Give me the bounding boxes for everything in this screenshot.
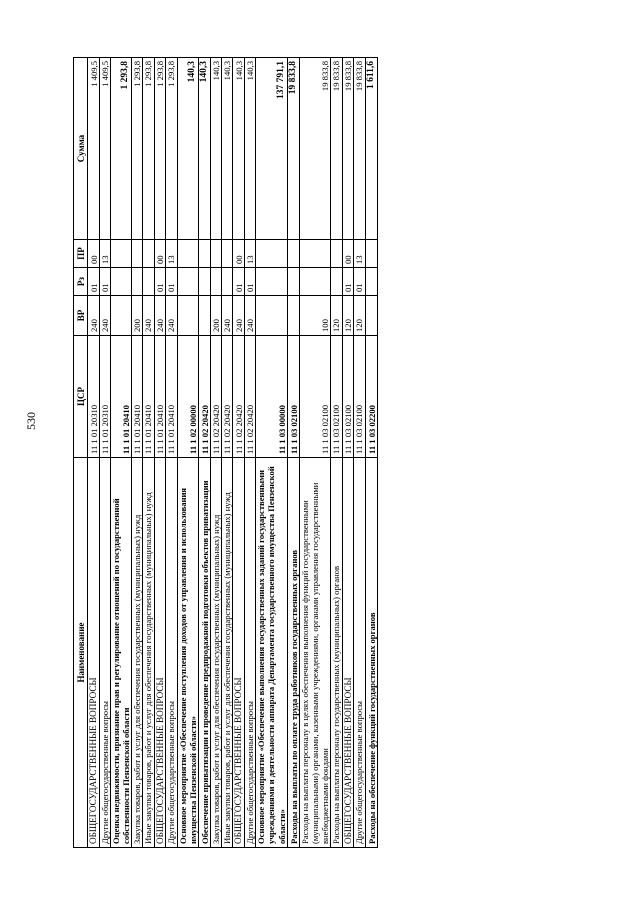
table-row <box>365 58 377 848</box>
cell-name: Иные закупки товаров, работ и услуг для обеспечения государственных (муниципальных) нужд <box>222 458 233 848</box>
table-row <box>154 58 166 848</box>
cell-csr: 11 1 03 02100 <box>342 336 354 458</box>
cell-rz: 01 <box>154 268 166 296</box>
cell-csr: 11 1 01 20410 <box>154 336 166 458</box>
cell-vr: 240 <box>88 296 100 336</box>
cell-vr: 200 <box>211 296 222 336</box>
cell-csr: 11 1 02 20420 <box>245 336 256 458</box>
cell-csr: 11 1 02 00000 <box>177 336 198 458</box>
cell-vr: 120 <box>342 296 354 336</box>
cell-csr: 11 1 02 20420 <box>222 336 233 458</box>
cell-csr: 11 1 03 02100 <box>331 336 342 458</box>
cell-name: Другие общегосударственные вопросы <box>166 458 177 848</box>
header-csr: ЦСР <box>74 336 88 458</box>
table-row <box>245 58 256 848</box>
table-row <box>111 58 132 848</box>
table-row <box>342 58 354 848</box>
cell-sum: 140,3 <box>245 58 256 240</box>
cell-pr <box>111 240 132 268</box>
cell-sum: 19 833,8 <box>299 58 330 240</box>
cell-pr <box>256 240 287 268</box>
cell-sum: 140,3 <box>211 58 222 240</box>
cell-rz: 01 <box>99 268 110 296</box>
cell-vr: 240 <box>166 296 177 336</box>
cell-vr: 100 <box>299 296 330 336</box>
cell-sum: 19 833,8 <box>354 58 365 240</box>
cell-name: Оценка недвижимости, признание прав и регулирование отношений по государственной собственности Пензенской области <box>111 458 132 848</box>
cell-pr <box>299 240 330 268</box>
cell-pr: 00 <box>233 240 245 268</box>
cell-vr: 120 <box>354 296 365 336</box>
cell-rz <box>256 268 287 296</box>
cell-name: Расходы на выплаты персоналу в целях обеспечения выполнения функций государственными (муниципальными) органами, казенными учреждениями, органами управления государственными внебюджетными фондами <box>299 458 330 848</box>
cell-sum: 1 611,6 <box>365 58 377 240</box>
cell-pr <box>177 240 198 268</box>
cell-vr: 240 <box>245 296 256 336</box>
cell-pr: 13 <box>166 240 177 268</box>
cell-csr: 11 1 02 20420 <box>211 336 222 458</box>
table-row <box>198 58 210 848</box>
page-number: 530 <box>24 412 38 430</box>
cell-rz <box>287 268 299 296</box>
budget-table-container <box>73 58 378 848</box>
table-row <box>299 58 330 848</box>
cell-csr: 11 1 01 20310 <box>88 336 100 458</box>
cell-rz: 01 <box>88 268 100 296</box>
cell-csr: 11 1 03 00000 <box>256 336 287 458</box>
cell-sum: 1 293,8 <box>143 58 154 240</box>
cell-rz <box>211 268 222 296</box>
table-row <box>354 58 365 848</box>
cell-name: Закупка товаров, работ и услуг для обеспечения государственных (муниципальных) нужд <box>132 458 143 848</box>
cell-pr: 00 <box>88 240 100 268</box>
table-row <box>233 58 245 848</box>
table-row <box>143 58 154 848</box>
cell-sum: 140,3 <box>177 58 198 240</box>
cell-rz <box>198 268 210 296</box>
table-row <box>88 58 100 848</box>
cell-sum: 1 293,8 <box>154 58 166 240</box>
cell-vr: 240 <box>222 296 233 336</box>
cell-pr <box>143 240 154 268</box>
header-vr: ВР <box>74 296 88 336</box>
cell-rz: 01 <box>233 268 245 296</box>
cell-vr <box>365 296 377 336</box>
cell-vr <box>287 296 299 336</box>
cell-name: Закупка товаров, работ и услуг для обеспечения государственных (муниципальных) нужд <box>211 458 222 848</box>
cell-csr: 11 1 03 02200 <box>365 336 377 458</box>
cell-pr <box>331 240 342 268</box>
cell-name: Другие общегосударственные вопросы <box>99 458 110 848</box>
cell-csr: 11 1 02 20420 <box>233 336 245 458</box>
cell-rz: 01 <box>342 268 354 296</box>
cell-pr <box>211 240 222 268</box>
cell-name: Основное мероприятие «Обеспечение выполнения государственных заданий государственными учреждениями и деятельности аппарата Департамента государственного имущества Пензенской области» <box>256 458 287 848</box>
cell-csr: 11 1 03 02100 <box>354 336 365 458</box>
cell-sum: 19 833,8 <box>342 58 354 240</box>
budget-table <box>73 57 378 848</box>
cell-name: ОБЩЕГОСУДАРСТВЕННЫЕ ВОПРОСЫ <box>342 458 354 848</box>
cell-csr: 11 1 01 20410 <box>166 336 177 458</box>
header-rz: Рз <box>74 268 88 296</box>
cell-pr <box>132 240 143 268</box>
header-pr: ПР <box>74 240 88 268</box>
cell-rz: 01 <box>166 268 177 296</box>
cell-vr: 240 <box>154 296 166 336</box>
cell-vr <box>177 296 198 336</box>
cell-pr <box>198 240 210 268</box>
cell-name: Расходы на выплаты персоналу государственных (муниципальных) органов <box>331 458 342 848</box>
cell-rz: 01 <box>245 268 256 296</box>
cell-rz <box>331 268 342 296</box>
cell-vr: 240 <box>233 296 245 336</box>
cell-csr: 11 1 02 20420 <box>198 336 210 458</box>
cell-rz <box>177 268 198 296</box>
cell-name: Расходы на выплаты по оплате труда работников государственных органов <box>287 458 299 848</box>
cell-name: Иные закупки товаров, работ и услуг для обеспечения государственных (муниципальных) нужд <box>143 458 154 848</box>
table-row <box>166 58 177 848</box>
table-row <box>222 58 233 848</box>
cell-name: Обеспечение приватизации и проведение предпродажной подготовки объектов приватизации <box>198 458 210 848</box>
cell-sum: 1 409,5 <box>99 58 110 240</box>
cell-rz <box>299 268 330 296</box>
cell-name: ОБЩЕГОСУДАРСТВЕННЫЕ ВОПРОСЫ <box>154 458 166 848</box>
table-row <box>331 58 342 848</box>
cell-pr: 13 <box>99 240 110 268</box>
cell-rz <box>222 268 233 296</box>
cell-sum: 1 293,8 <box>111 58 132 240</box>
header-sum: Сумма <box>74 58 88 240</box>
cell-pr <box>287 240 299 268</box>
cell-csr: 11 1 01 20410 <box>111 336 132 458</box>
cell-name: Другие общегосударственные вопросы <box>245 458 256 848</box>
cell-vr <box>198 296 210 336</box>
table-row <box>132 58 143 848</box>
cell-name: ОБЩЕГОСУДАРСТВЕННЫЕ ВОПРОСЫ <box>88 458 100 848</box>
cell-rz: 01 <box>354 268 365 296</box>
cell-pr: 13 <box>245 240 256 268</box>
table-row <box>177 58 198 848</box>
cell-vr <box>111 296 132 336</box>
cell-csr: 11 1 01 20410 <box>132 336 143 458</box>
cell-rz <box>365 268 377 296</box>
cell-sum: 140,3 <box>222 58 233 240</box>
table-row <box>256 58 287 848</box>
cell-pr <box>365 240 377 268</box>
cell-pr: 00 <box>342 240 354 268</box>
cell-csr: 11 1 01 20310 <box>99 336 110 458</box>
cell-pr: 13 <box>354 240 365 268</box>
cell-name: Другие общегосударственные вопросы <box>354 458 365 848</box>
table-row <box>211 58 222 848</box>
cell-sum: 140,3 <box>233 58 245 240</box>
cell-name: Основное мероприятие «Обеспечение поступления доходов от управления и использования имущества Пензенской области» <box>177 458 198 848</box>
cell-sum: 1 293,8 <box>166 58 177 240</box>
table-header-row <box>74 58 88 848</box>
cell-name: Расходы на обеспечение функций государственных органов <box>365 458 377 848</box>
cell-vr: 200 <box>132 296 143 336</box>
cell-sum: 1 293,8 <box>132 58 143 240</box>
cell-name: ОБЩЕГОСУДАРСТВЕННЫЕ ВОПРОСЫ <box>233 458 245 848</box>
cell-csr: 11 1 03 02100 <box>287 336 299 458</box>
cell-sum: 137 791,1 <box>256 58 287 240</box>
cell-vr: 240 <box>143 296 154 336</box>
cell-rz <box>132 268 143 296</box>
cell-sum: 19 833,8 <box>331 58 342 240</box>
table-row <box>287 58 299 848</box>
cell-rz <box>143 268 154 296</box>
cell-pr: 00 <box>154 240 166 268</box>
table-row <box>99 58 110 848</box>
cell-sum: 140,3 <box>198 58 210 240</box>
header-name: Наименование <box>74 458 88 848</box>
cell-sum: 19 833,8 <box>287 58 299 240</box>
cell-vr: 120 <box>331 296 342 336</box>
cell-rz <box>111 268 132 296</box>
cell-vr <box>256 296 287 336</box>
cell-vr: 240 <box>99 296 110 336</box>
cell-csr: 11 1 03 02100 <box>299 336 330 458</box>
cell-pr <box>222 240 233 268</box>
cell-sum: 1 409,5 <box>88 58 100 240</box>
cell-csr: 11 1 01 20410 <box>143 336 154 458</box>
